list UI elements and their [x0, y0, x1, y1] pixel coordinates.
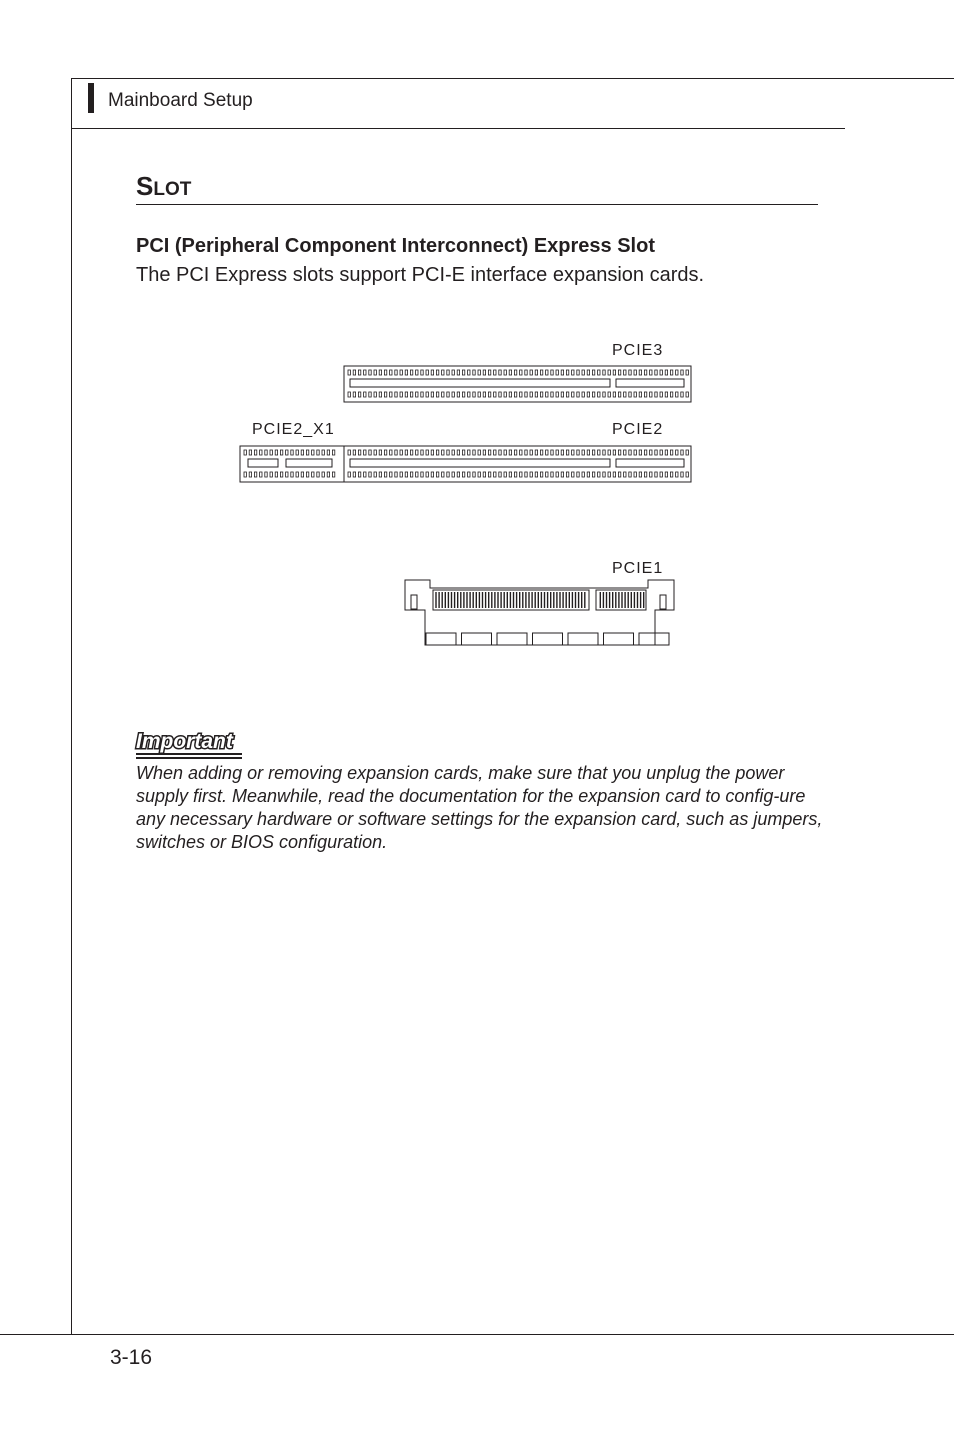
section-rule: [136, 204, 818, 205]
intro-paragraph: The PCI Express slots support PCI-E interface expansion cards.: [136, 264, 705, 286]
slot-pcie2-x1: [240, 446, 344, 482]
header-bottom-rule: [71, 128, 845, 129]
subheading: PCI (Peripheral Component Interconnect) Express Slot: [136, 235, 655, 257]
header-top-rule: [71, 78, 954, 79]
important-note: When adding or removing expansion cards, make sure that you unplug the power supply first. Meanwhile, read the documentation for the expansion card to config-ure any necessary hardware or software settings for the expansion card, such as jumpers, switches or BIOS configuration.: [136, 763, 823, 852]
slot-pcie2: [344, 446, 691, 482]
slot-pcie1: [405, 580, 674, 645]
slot-pcie3: [344, 366, 691, 402]
important-badge: [134, 724, 246, 764]
section-title: [136, 171, 191, 202]
label-pcie3: PCIE3: [612, 342, 664, 359]
label-pcie1: PCIE1: [612, 560, 664, 577]
header-marker-bar: [88, 83, 94, 113]
footer-rule: [0, 1334, 954, 1335]
section-title-initial: S: [136, 171, 154, 201]
left-margin-rule: [71, 78, 72, 1335]
label-pcie2-x1: PCIE2_X1: [252, 421, 335, 438]
label-pcie2: PCIE2: [612, 421, 664, 438]
important-label: Important: [136, 730, 233, 753]
pcie-slot-diagram: [230, 330, 700, 650]
running-header: Mainboard Setup: [108, 90, 253, 111]
page-number: 3-16: [110, 1346, 153, 1369]
section-title-rest: LOT: [153, 179, 192, 200]
